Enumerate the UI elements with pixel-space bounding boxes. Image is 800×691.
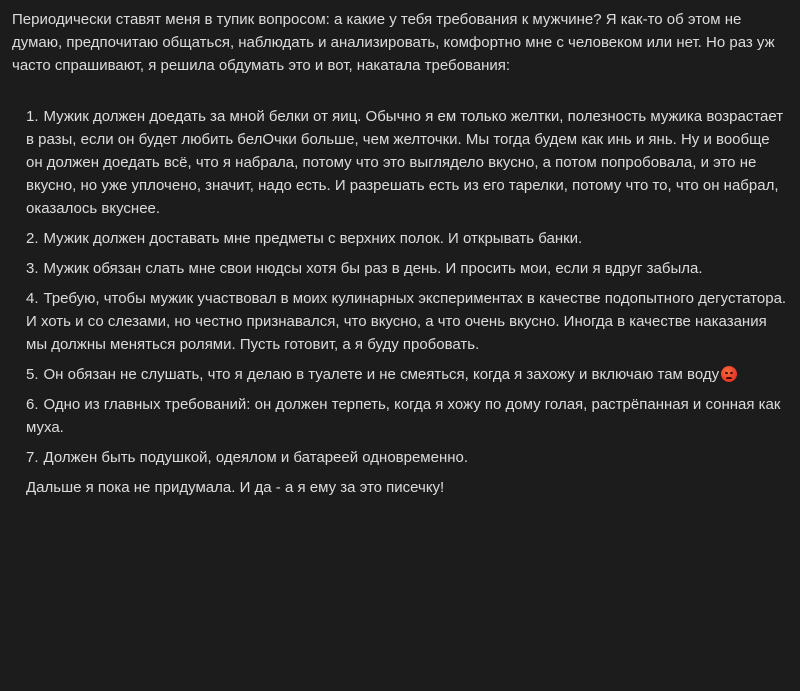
angry-face-icon [721, 366, 737, 382]
post-body [12, 8, 788, 499]
post-outro: Дальше я пока не придумала. И да - а я ему за это писечку! [26, 479, 445, 496]
list-item-number: 2. [26, 230, 39, 247]
list-item [26, 287, 788, 356]
list-item-number: 1. [26, 108, 39, 125]
list-item-number: 6. [26, 396, 39, 413]
list-item-text: Мужик обязан слать мне свои нюдсы хотя бы раз в день. И просить мои, если я вдруг забыла. [43, 260, 703, 277]
list-item-number: 5. [26, 366, 39, 383]
list-item-text: Одно из главных требований: он должен терпеть, когда я хожу по дому голая, растрёпанная и сонная как муха. [26, 396, 781, 436]
list-item-text: Мужик должен доставать мне предметы с верхних полок. И открывать банки. [43, 230, 583, 247]
list-item [26, 105, 788, 220]
list-item-text: Мужик должен доедать за мной белки от яиц. Обычно я ем только желтки, полезность мужика возрастает в разы, если он будет любить белОчки больше, чем желточки. Мы тогда будем как инь и янь. Ну и вообще он должен доедать всё, что я набрала, потому что это выглядело вкусно, а потом попробовала, и это не вкусно, но уже уплочено, значит, надо есть. И разрешать есть из его тарелки, потому что то, что он набрал, оказалось вкуснее. [26, 108, 784, 217]
list-item-text: Требую, чтобы мужик участвовал в моих кулинарных экспериментах в качестве подопытного дегустатора. И хоть и со слезами, но честно признавался, что вкусно, а что очень вкусно. Иногда в качестве наказания мы должны меняться ролями. Пусть готовит, а я буду пробовать. [26, 290, 787, 353]
list-item [26, 257, 788, 280]
list-item-number: 3. [26, 260, 39, 277]
requirements-list [12, 105, 788, 469]
post-intro: Периодически ставят меня в тупик вопросом: а какие у тебя требования к мужчине? Я как-то об этом не думаю, предпочитаю общаться, наблюдать и анализировать, комфортно мне с человеком или нет. Но раз уж часто спрашивают, я решила обдумать это и вот, накатала требования: [12, 11, 775, 74]
list-item [26, 363, 788, 386]
list-item [26, 227, 788, 250]
list-item [26, 393, 788, 439]
list-item [26, 446, 788, 469]
list-item-number: 7. [26, 449, 39, 466]
list-item-text: Должен быть подушкой, одеялом и батареей одновременно. [43, 449, 469, 466]
list-item-text: Он обязан не слушать, что я делаю в туалете и не смеяться, когда я захожу и включаю там воду [43, 366, 720, 383]
list-item-number: 4. [26, 290, 39, 307]
